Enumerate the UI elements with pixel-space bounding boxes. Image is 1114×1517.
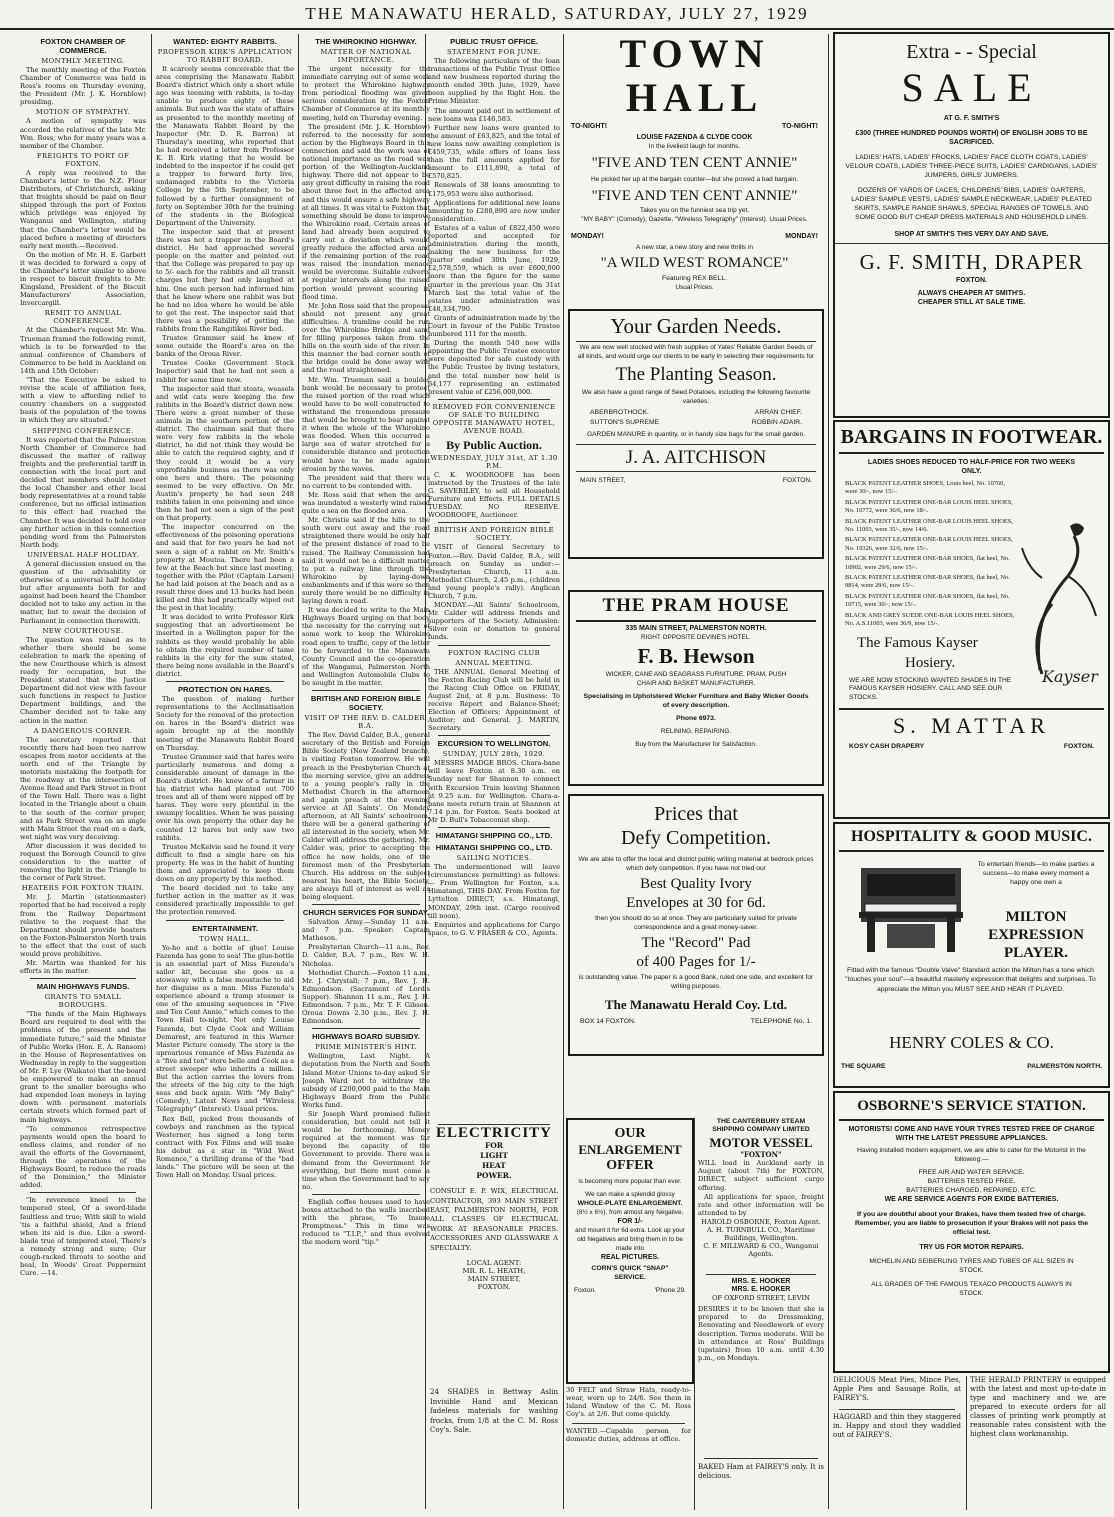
divider (438, 399, 550, 400)
divider (312, 690, 420, 691)
prices-body: then you should do so at once. They are particularly suited for private correspondence and a great money-saver. (595, 915, 797, 931)
paragraph: The question of making further representations to the Acclimatisation Society for the removal of the protection on hares in the Board's district was again brought up at the monthly meeting of the Manawatu Rabbit Board on Thursday. (156, 695, 294, 752)
headline: THE WHIROKINO HIGHWAY. (315, 37, 417, 46)
enlarge-can-make: We can make a splendid glossy (585, 1191, 675, 1198)
electricity-agent-label: LOCAL AGENT: (466, 1258, 522, 1267)
subhead: PROFESSOR KIRK'S APPLICATION TO RABBIT BOARD. (157, 48, 293, 64)
herald-coy: The Manawatu Herald Coy. Ltd. (604, 996, 787, 1012)
paragraph: A motion of sympathy was accorded the relatives of the late Mr. Wm. Ross, who for many years was a member of the Chamber. (20, 117, 146, 150)
music-intro: To entertain friends—to make parties a success—to make every moment a happy one own a (977, 861, 1095, 886)
paragraph: The undermentioned will leave (circumstances permitting) as follows:— From Wellington for Foxton, s.s. Himatangi, THIS DAY. From Foxton for Lyttelton DIRECT, s.s. Himatangi, MONDAY, 29th inst. (Cargo received till noon). (428, 863, 560, 920)
subhead: GRANTS TO SMALL BOROUGHS. (44, 993, 122, 1010)
subhead: ANNUAL MEETING. (455, 658, 533, 667)
smith-name: G. F. SMITH, DRAPER (859, 250, 1084, 274)
varieties-row-1 (590, 408, 802, 417)
paragraph: During the month 540 new wills appointing the Public Trustee executor were deposited for safe custody with the Public Trustee by living testators, and the total number now held is 64,177 representing an estimated present value of £256,000,000. (428, 339, 560, 396)
smith-town: FOXTON. (956, 277, 987, 284)
subhead: BRITISH AND FOREIGN BIBLE SOCIETY. (434, 526, 554, 543)
paragraph: MONDAY.—All Saints' Schoolroom, Mr. Calder will address friends and supporters of the Society. Admission: Silver coin or donation to general funds. (428, 601, 560, 642)
enlarge-size: (8½ x 6½), from almost any Negative, (576, 1209, 684, 1216)
paragraph: Wellington, Last Night. A deputation from the North and South Island Motor Unions to-day asked Sir Joseph Ward not to withdraw the subsidy of £200,000 paid to the Main Highways Board from the Public Works fund. (302, 1052, 430, 1109)
sale-offer: £300 (THREE HUNDRED POUNDS WORTH) OF ENGLISH JOBS TO BE SACRIFICED. (855, 130, 1088, 146)
paragraph: Trustee Grammer said he knew of some outside the Board's area on the banks of the Oroua River. (156, 334, 294, 359)
footwear-item: BLACK AND GREY SUEDE ONE-BAR LOUIS HEEL SHOES, No. A.S.11003, were 36/9, now 15/-. (845, 611, 1015, 628)
aitchison-address (580, 476, 812, 485)
planting-season: The Planting Season. (615, 364, 777, 386)
paragraph: Mr. Martin was thanked for his efforts in the matter. (20, 959, 146, 976)
footwear-item: BLACK PATENT LEATHER ONE-BAR LOUIS HEEL SHOES, No. 10772, were 36/6, now 18/-. (845, 498, 1013, 515)
hooker-address: OF OXFORD STREET, LEVIN (712, 1294, 810, 1303)
paragraph: Trustee Grammer said that hares were particularly numerous and doing a considerable amount of damage in the Board's district. He knew of a farmer in his district who had planted out 700 trees and all of them were nipped off by hares. They were very plentiful in the swampy localities. When he was passing over his own property the other day he counted 12 hares but only saw two rabbits. (156, 752, 294, 842)
hooker-name: MRS. E. HOOKER (731, 1286, 791, 1294)
osborne-tyres-stock: MICHELIN AND SEIBERLING TYRES AND TUBES OF ALL SIZES IN STOCK. (869, 1258, 1074, 1274)
aitchison-name: J. A. AITCHISON (576, 444, 816, 472)
shades-notice (430, 1388, 558, 1508)
headline: HIMATANGI SHIPPING CO., LTD. (435, 843, 553, 853)
headline: CHURCH SERVICES FOR SUNDAY. (302, 908, 430, 918)
column-rule (151, 34, 152, 1509)
paragraph: Methodist Church.—Foxton 11 a.m., Mr. J. Chrystall; 7 p.m., Rev. J. H. Edmondson. (Sacrament of Lord's Supper). Shannon 11 a.m., Rev. J. H. Edmondson. 7 p.m., Mr. T. F. Gibson. Oroua Downs 2.30 p.m., Rev. J. H. Edmondson. (302, 968, 430, 1026)
paragraph: The board decided not to take any further action in the matter as it was considered practically impossible to get the protection removed. (156, 884, 294, 917)
fairey-notices (833, 1376, 961, 1510)
sale-list-1: LADIES' HATS, LADIES' FROCKS, LADIES' FACE CLOTH COATS, LADIES' VELOUR COATS, LADIES' THREE-PIECE SUITS, LADIES' CARDIGANS, LADIES' JUMPERS, GIRLS' JUMPERS. (845, 154, 1098, 179)
electricity-light: LIGHT (480, 1151, 508, 1161)
paragraph: MESSRS MADGE BROS. Chara-bane will leave Foxton at 8.30 a.m. on Sunday next for Shannon to connect with Excursion Train leaving Shannon at 9.25 a.m. for Wellington. Chara-a-bane meets return train at Shannon at 7.14 p.m. for Foxton. Seats booked at Mr D. Bull's Tobacconist shop. (428, 759, 560, 824)
kayser-logo: Kayser (1042, 667, 1098, 686)
mattar-drapery: KOSY CASH DRAPERY (849, 743, 925, 751)
variety: ROBBIN ADAIR. (751, 419, 802, 427)
paragraph: Yo-ho and a bottle of glue! Louise Fazenda has gone to sea! The glue-bottle is an essential part of Miss Fazenda's sailor kit, because she goes as a stowaway with a false moustache to aid her disguise as a man. Miss Fazenda's experience aboard a tramp steamer is one of the amusing sequences in "Five and Ten Cent Annie," which comes to the Town Hall to-night. Not only Louise Fazenda, but Clyde Cook and William Demarest, are featured in this Warner Master Picture comedy. The story is the uproarious romance of Miss Fazenda as a "five and ten" store belle and Cook as a street sweeper who inherits a million. But the action carries the lovers from the streets of the big city to the high seas and back again. With "My Baby" (Comedy), Latest News and "Wireless Telegraphy" (Interest). Usual prices. (156, 943, 294, 1114)
support-bill: "MY BABY" (Comedy), Gazette, "Wireless Telegraphy" (Interest). Usual Prices. (581, 216, 808, 223)
masthead: THE MANAWATU HERALD, SATURDAY, JULY 27, 1929 (0, 0, 1114, 30)
divider (30, 1192, 136, 1193)
osborne-service-3: BATTERIES CHARGED, REPAIRED, ETC. (906, 1187, 1037, 1195)
pram-house-ad (568, 590, 824, 786)
ivory-line: Best Quality Ivory (640, 876, 752, 893)
shades-text: 24 SHADES in Bettway Aslin Invisible Hand and Mexican fadeless materials for washing frocks, from 1/8 at the C. M. Ross Coy's. Sale. (430, 1388, 558, 1434)
osborne-ad (833, 1091, 1110, 1373)
paragraph: Applications for additional new loans amounting to £288,890 are now under consideration. (428, 198, 560, 223)
electricity-agent-street: MAIN STREET, (467, 1275, 521, 1284)
headline: ENTERTAINMENT. (192, 923, 258, 933)
headline: FOXTON CHAMBER OF COMMERCE. (40, 37, 126, 55)
pad-line-1: The "Record" Pad (641, 935, 751, 952)
variety: ABERBROTHOCK. (590, 409, 649, 417)
subhead: PRIME MINISTER'S HINT. (315, 1043, 417, 1052)
printery-notice (970, 1376, 1106, 1510)
canterbury-t3: MOTOR VESSEL (709, 1135, 813, 1151)
subhead: SAILING NOTICES. (456, 854, 532, 863)
monday-row (571, 232, 818, 241)
divider (166, 681, 284, 682)
sale-title-1: Extra - - Special (906, 41, 1037, 63)
smith-cheaper: ALWAYS CHEAPER AT SMITH'S. (917, 290, 1026, 297)
headline: WANTED: EIGHTY RABBITS. (173, 37, 277, 46)
headline: PUBLIC TRUST OFFICE. (450, 37, 538, 46)
ham-notice (698, 1458, 824, 1510)
milton-3: PLAYER. (1003, 945, 1069, 961)
pram-title: THE PRAM HOUSE (576, 592, 816, 622)
film-title-1: "FIVE AND TEN CENT ANNIE" (591, 155, 798, 171)
divider (166, 920, 284, 921)
footwear-item: BLACK PATENT LEATHER ONE-BAR SHOES, flat heel, No. 10902, were 29/6, now 15/-. (845, 555, 1010, 571)
enlarge-t2: ENLARGEMENT (578, 1142, 682, 1157)
film-title-3: "A WILD WEST ROMANCE" (600, 255, 789, 271)
herald-telephone: TELEPHONE No. 1. (750, 1017, 812, 1025)
film-desc: He picked her up at the bargain counter—but she proved a bad bargain. (590, 176, 799, 183)
potato-intro: We also have a good range of Seed Potatoes, including the following favourite varieties: (581, 389, 811, 405)
column-rule (828, 34, 829, 1509)
paragraph: "To commence retrospective payments would open the board to endless claims, and render of no avail the efforts of the Government, through the operations of the Highways Board, to reduce the roads of the Dominion," the Minister added. (20, 1124, 146, 1190)
canterbury-ship: "FOXTON" (740, 1150, 782, 1160)
enlargement-ad (566, 1118, 694, 1384)
printery-text: THE HERALD PRINTERY is equipped with the latest and most up-to-date in type and machinery and we are prepared to execute orders for all classes of printing work promptly at reasonable rates consistent with the highest class workmanship. (970, 1376, 1106, 1438)
herald-contact (580, 1017, 812, 1026)
kayser-dancer-illustration (1018, 518, 1100, 688)
subhead: REMOVED FOR CONVENIENCE OF SALE TO BUILDING OPPOSITE MANAWATU HOTEL, AVENUE ROAD. (432, 402, 556, 435)
pram-buy: Buy from the Manufacturer for Satisfaction. (635, 741, 757, 748)
pram-speciality: Specialising in Upholstered Wicker Furniture and Baby Wicker Goods of every description. (583, 693, 809, 709)
enlarge-t3: OFFER (606, 1158, 654, 1173)
footwear-list (845, 480, 1017, 629)
electricity-power: POWER. (476, 1171, 512, 1181)
headline: PROTECTION ON HARES. (177, 685, 273, 695)
paragraph: The monthly meeting of the Foxton Chamber of Commerce was held in Ross's rooms on Thursday evening, the President (Mr. J. K. Hornblow) presiding. (20, 66, 146, 107)
paragraph: Presbyterian Church—11 a.m., Rev. D. Calder, B.A. 7 p.m., Rev. W. H. Nicholas. (302, 943, 430, 968)
footwear-item: BLACK PATENT LEATHER SHOES, Louis heel, No. 10760, were 30/-, now 15/-. (845, 480, 1005, 496)
paragraph: Further new loans were granted to the amount of £63,825, and the total of new loans now awaiting completion is £459,735, while offers of loans less than the full amounts applied for amount to £111,890, a total of £570,825. (428, 123, 560, 181)
variety: ARRAN CHIEF. (754, 409, 802, 417)
envelopes-line: Envelopes at 30 for 6d. (626, 895, 766, 912)
prices-title-2: Defy Competition. (621, 827, 771, 849)
subhead: SUNDAY, JULY 28th, 1929. (442, 750, 546, 759)
pram-phone: Phone 6973. (676, 715, 716, 722)
ham-text: BAKED Ham at FAIREY'S only. It is delicious. (698, 1463, 824, 1480)
canterbury-agent-2: A. H. TURNBULL CO., Maritime Buildings, Wellington. (706, 1226, 816, 1243)
canterbury-t2: SHIPPING COMPANY LIMITED (712, 1126, 810, 1134)
hooker-name: MRS. E. HOOKER (731, 1278, 791, 1285)
hats-notice: 30 FELT and Straw Hats, ready-to-wear, worn up to 24/6. See them in Island Window of the C. M. Ross Coy's. at 2/6. But come quickly. (566, 1386, 691, 1419)
subhead: HEATERS FOR FOXTON TRAIN. (21, 884, 145, 893)
electricity-agent-name: MR. R. L. HEATH, (462, 1267, 526, 1276)
column-rule (694, 1118, 695, 1510)
monday-right: MONDAY! (785, 233, 818, 240)
hooker-body: DESIRES it to be known that she is prepared to do Dressmaking, Renovating and Needlework of every description. Terms moderate. Will be in attendance at Ross' Buildings (upstairs) from 10 a.m. until 4.30 p.m., on Mondays. (698, 1305, 824, 1362)
paragraph: THE ANNUAL General Meeting of the Foxton Racing Club will be held in the Racing Club Office on FRIDAY, August 2nd, at 8 p.m. Business: To receive Report and Balance-Sheet; Election of Officers; Appointment of Auditor; and General. J. MARTIN, Secretary. (428, 667, 560, 733)
music-ad (833, 822, 1110, 1088)
verse: "In reverence kneel to the tempered steel, Of a sword-blade faultless and true; With skill to wield 'tis a faithful shield, And a friend when its aid is due. Like a sword-blade true of tempered steel, There's a remedy strong and sure; Our cough-racked throats to soothe and heal, In Woods' Great Peppermint Cure. —14. (20, 1196, 146, 1278)
divider (312, 1028, 420, 1029)
music-body: Fitted with the famous "Double Valve" Standard action the Milton has a tone which "touches your soul"—a beautiful masterly expression that delights and surprises. To appreciate the Milton you MUST SEE AND HEAR IT PLAYED. (845, 967, 1096, 993)
footwear-item: BLACK PATENT LEATHER ONE-BAR SHOES, flat heel, No. 10715, were 30/-, now 15/-. (845, 592, 1010, 609)
paragraph: It was decided to write Professor Kirk suggesting that an advertisement be inserted in a Wellington paper for the rabbits as they would probably be able to obtain the required number of tame rabbits in the city for the sum stated, there being none available in the Board's district. (156, 613, 294, 678)
paragraph: Enquiries and applications for Cargo space, to G. V. FRASER & CO., Agents. (428, 920, 560, 937)
pad-desc: is outstanding value. The paper is a good Bank, ruled one side, and excellent for writing purposes. (578, 974, 814, 990)
footwear-sub: LADIES SHOES REDUCED TO HALF-PRICE FOR TWO WEEKS ONLY. (867, 459, 1076, 475)
divider (30, 978, 136, 979)
mattar-details (849, 742, 1094, 751)
footwear-ad (833, 420, 1110, 819)
subhead: MONTHLY MEETING. (41, 57, 125, 65)
canterbury-agent-1: HAROLD OSBORNE, Foxton Agent. (701, 1217, 821, 1226)
subhead: TOWN HALL. (199, 934, 251, 943)
subhead: MOTION OF SYMPATHY. (35, 108, 131, 117)
subhead: FREIGHTS TO PORT OF FOXTON. (36, 151, 130, 168)
headline: By Public Auction. (446, 437, 542, 452)
small-notices-left (566, 1386, 691, 1512)
kayser-body: WE ARE NOW STOCKING WANTED SHADES IN THE FAMOUS KAYSER HOSIERY. CALL AND SEE OUR STOCKS. (849, 676, 1012, 701)
column-1 (20, 34, 146, 1509)
music-title: HOSPITALITY & GOOD MUSIC. (839, 824, 1104, 852)
paragraph: Mr. John Ross said that the proposal should not present any great difficulties. A tramline could be run over the Whirokino Bridge and sand for filling purposes taken from the hills on the south side of the river. In this manner the bad corner south of the bridge could be done away with and the road straightened. (302, 301, 430, 375)
paragraph: The amount paid out in settlement of new loans was £146,583. (428, 106, 560, 123)
tonight-right: TO-NIGHT! (781, 123, 818, 130)
hewson-name: F. B. Hewson (637, 644, 755, 668)
pram-address: 335 MAIN STREET, PALMERSTON NORTH. (625, 625, 767, 632)
paragraph: On the motion of Mr. H. E. Garbett it was decided to forward a copy of the Chamber's letter similar to above in respect to biscuit freights to Mr. Kingsland, President of the Biscuit Manufacturers' Association, Invercargill. (20, 250, 146, 308)
paragraph: C. K. WOODROOFE has been instructed by the Trustees of the late G. SAVERILEY, to sell all Household Furniture and Effects. FULL DETAILS TUESDAY. NO RESERVE. WOODROOFE, Auctioneer. (428, 470, 560, 520)
osborne-brakes: If you are doubtful about your Brakes, have them tested free of charge. Remember, you are liable to prosecution if your Brakes will not pass the official test. (854, 1211, 1089, 1237)
haggard-notice: HAGGARD and thin they staggered in. Happy and stout they waddled out of FAIREY'S. (833, 1413, 961, 1439)
canterbury-body: WILL load in Auckland early in August (about 7th) for FOXTON, DIRECT, subject sufficient cargo offering. (698, 1159, 824, 1192)
paragraph: A reply was received to the Chamber's letter to the N.Z. Flour Distributors, of Christchurch, asking that freights should be paid on flour shipped through the port of Foxton which privilege was enjoyed by Wanganui and Wellington, stating that the Chamber's letter would be placed before a meeting of directors early next month.—Received. (20, 168, 146, 250)
column-rule (966, 1376, 967, 1510)
enlarge-popular: is becoming more popular than ever. (578, 1178, 682, 1185)
divider (438, 645, 550, 646)
paragraph: Mr. Christie said if the hills to the south were cut away and the road straightened there would be only half of the present distance of road to be raised. The Railway Commission had said it would not be a difficult matter to put a railway line through the Whirokino by laying-down embankments and if this were so then surely there would be no difficulty in laying down a road. (302, 516, 430, 606)
footwear-item: BLACK PATENT LEATHER ONE-BAR LOUIS HEEL SHOES, No. 10326, were 32/6, now 15/-. (845, 536, 1013, 552)
pram-repair: RELINING, REPAIRING. (660, 728, 732, 735)
paragraph: Mr. J. Martin (stationmaster) reported that he had received a reply from the Railway Department relative to the request that the Department should provide heaters on the Foxton-Palmerston North train to the effect that the cost of such would prove prohibitive. (20, 893, 146, 958)
sale-title-2: SALE (901, 65, 1042, 110)
paragraph: The president said that there was no current to be contended with. (302, 473, 430, 490)
enlarge-t1: OUR (614, 1126, 646, 1141)
osborne-title: OSBORNE'S SERVICE STATION. (839, 1093, 1104, 1121)
electricity-ad (430, 1124, 558, 1379)
column-rule (298, 34, 299, 1509)
subhead: SHIPPING CONFERENCE. (32, 426, 134, 435)
enlarge-price: FOR 1/- (617, 1218, 643, 1225)
canterbury-body-2: All applications for space, freight rate and other information will be attended to by (698, 1192, 824, 1217)
sale-list-2: DOZENS OF YARDS OF LACES, CHILDRENS' BIBS, LADIES' GARTERS, LADIES' SAMPLE VESTS, LADIES' SAMPLE NECKWEAR, LADIES' PLEATED SKIRTS, SAMPLE RANGE SHAWLS, SPECIAL RANGES OF TOWELS, AND SOME GOOD BUT CHEAP DRESS MATERIALS AND HOUSEHOLD LINES. (851, 187, 1092, 221)
manure-note: GARDEN MANURE in quantity, or in handy size bags for the small garden. (587, 431, 805, 439)
headline: EXCURSION TO WELLINGTON. (437, 739, 551, 749)
smith-cheaper-still: CHEAPER STILL AT SALE TIME. (917, 299, 1026, 306)
subhead: UNIVERSAL HALF HOLIDAY. (27, 550, 139, 559)
paragraph: The secretary reported that recently there had been two narrow escapes from motor accidents at the north end of the Triangle by motorists mistaking the footpath for the roadway at the intersection of Avenue Road and Park Street in front of the Town Hall. There was a light located in the Triangle about a chain to the south of the corner proper, and as Park Street was on an angle with Main Street the road on a dark, wet night was very deceiving. (20, 735, 146, 841)
enlarge-mount: and mount it for 6d extra. Look up your old Negatives and bring them in to be made into (575, 1227, 685, 1252)
divider (438, 827, 550, 828)
paragraph: Salvation Army.—Sunday 11 a.m. and 7 p.m. Speaker: Captain Matheson. (302, 918, 430, 943)
mattar-town: FOXTON. (1063, 743, 1094, 751)
paragraph: English coffee houses used to have boxes attached to the walls inscribed with the phrase, "To Insure Promptness." This in time was reduced to "T.I.P.," and thus evolved the modern word "tip." (302, 1197, 430, 1247)
kayser-title-2: Hosiery. (905, 654, 956, 671)
paragraph: The urgent necessity for the immediate carrying out of some work to protect the Whirokino highway from periodical flooding was given serious consideration by the Foxton Chamber of Commerce at its monthly meeting, held on Thursday evening. (302, 65, 430, 122)
coles-town: PALMERSTON NORTH. (1027, 1063, 1102, 1070)
enlarge-contact (574, 1286, 686, 1295)
footwear-item: BLACK PATENT LEATHER ONE-BAR LOUIS HEEL SHOES, No. 11003, were 35/-, now 14/6. (845, 517, 1013, 534)
paragraph: It was decided to write to the Main Highways Board urging on that body the necessity for the carrying out of some work to keep the Whirokino road open to traffic, copy of the letter to be forwarded to the Manawatu County Council and the co-operation of the Wanganui, Palmerston North and Wellington Automobile Clubs to be sought in the matter. (302, 606, 430, 688)
column-3 (302, 34, 430, 1509)
monday-left: MONDAY! (571, 233, 604, 240)
aitchison-street: MAIN STREET, (580, 476, 626, 484)
paragraph: Trustee McKelvie said he found it very difficult to find a single hare on his property. He was in the habit of hunting them and appreciated to keep them down on any property by this method. (156, 842, 294, 884)
osborne-tyres: MOTORISTS! COME AND HAVE YOUR TYRES TESTED FREE OF CHARGE WITH THE LATEST PRESSURE APPLIANCES. (848, 1126, 1095, 1142)
pram-opposite: RIGHT OPPOSITE DEVINE'S HOTEL. (640, 634, 752, 641)
electricity-for: FOR (484, 1141, 504, 1151)
new-star: A new star, a new story and new thrills in (635, 244, 754, 251)
enlarge-real: REAL PICTURES. (600, 1254, 660, 1261)
stars: LOUISE FAZENDA & CLYDE COOK (636, 134, 753, 141)
prices-intro: We are able to offer the local and district public writing material at bedrock prices which defy competition. If you have not tried our (578, 856, 814, 872)
sale-shop: SHOP AT SMITH'S THIS VERY DAY AND SAVE. (835, 230, 1108, 244)
paragraph: Estates of a value of £822,450 were reported and accepted for administration during the month, making the new business for the quarter ended 30th June, 1929, £2,578,559, which is over £600,000 more than the figure for the same quarter in the previous year. On 31st March last the total value of the estates under administration was £48,334,790. (428, 223, 560, 313)
coles-address (841, 1062, 1102, 1071)
garden-ad (568, 309, 824, 559)
variety: SUTTON'S SUPREME (590, 419, 660, 427)
electricity-agent-town: FOXTON. (477, 1283, 511, 1292)
column-4 (428, 34, 560, 1122)
kayser-title-1: The Famous Kayser (857, 634, 978, 651)
headline: BRITISH AND FOREIGN BIBLE SOCIETY. (310, 694, 422, 713)
paragraph: Mr. Ross said that when the area was inundated a westerly wind raised quite a sea on the flooded area. (302, 490, 430, 516)
canterbury-ad (698, 1118, 824, 1268)
film-title-2: "FIVE AND TEN CENT ANNIE" (591, 188, 798, 204)
paragraph: The following particulars of the loan transactions of the Public Trust Office and new business reported during the month ended 30th June, 1929, have been supplied by the Right Hon. the Prime Minister. (428, 57, 560, 106)
paragraph: A general discussion ensued on the question of the advisability or otherwise of a universal half holiday but after arguments both for and against had been heard the Chamber decided not to take any action in the matter, but to await the decision of Parliament in connection therewith. (20, 559, 146, 625)
canterbury-agent-3: C. F. MILLWARD & CO., Wanganui Agents. (703, 1242, 819, 1259)
enlarge-phone: 'Phone 29. (654, 1287, 686, 1294)
electricity-body: CONSULT E. P. WIX, ELECTRICAL CONTRACTOR, 393 MAIN STREET EAST, PALMERSTON NORTH, FOR ALL CLASSES OF ELECTRICAL WORK AT REASONABLE PRICES. ACCESSORIES AND GLASSWARE A SPECIALTY. (430, 1187, 558, 1252)
electricity-heat: HEAT (482, 1161, 506, 1171)
paragraph: After discussion it was decided to request the Borough Council to give consideration to the matter of removing the light in the Triangle to the corner of Park Street. (20, 841, 146, 883)
paragraph: The inspector concurred on the effectiveness of the poisoning operations and said that for two years he had not seen a sign of a rabbit on Mr. Smith's property at Moutoa. There had been a few at the Beach but since last meeting, together with the Pilot (Captain Larsen) he had laid poison at the beach and as a result three does and 13 bucks had been killed and this had practically wiped out the pest in that locality. (156, 523, 294, 613)
subhead: MATTER OF NATIONAL IMPORTANCE. (320, 48, 412, 64)
subhead: WEDNESDAY, JULY 31st, AT 1.30 P.M. (430, 453, 558, 470)
tonight-left: TO-NIGHT! (571, 123, 608, 130)
town-hall-title: TOWN HALL (619, 32, 770, 120)
sale-ad (833, 32, 1110, 418)
mattar-name: S. MATTAR (839, 708, 1104, 740)
tonight-row (571, 122, 818, 131)
pram-trade: WICKER, CANE AND SEAGRASS FURNITURE. PRAM, PUSH CHAIR AND BASKET MANUFACTURER. (605, 671, 787, 687)
osborne-intro: Having installed modern equipment, we are able to cater for the Motorist in the following:— (857, 1147, 1086, 1163)
paragraph: At the Chamber's request Mr. Wm. Trueman framed the following remit, which is to be forwarded to the annual conference of Chambers of Commerce to be held in Auckland on 14th and 15th October: (20, 326, 146, 375)
paragraph: The president (Mr. J. K. Hornblow) referred to the necessity for some action by the Highways Board in this connection and said the work was of national importance as the road was portion of the Wellington-Auckland highway. There did not appear to be any great difficulty in raising the road about three feet in the affected area and this would ensure a safe highway at all times. It was vital to Foxton that something should be done to improve the Whirokino road. Certain areas of land had already been acquired to carry out a deviation which would greatly reduce the affected area and if the remaining portion of the road was raised the inundation menace would be overcome. Suitable culverts at regular intervals along the raised portion would prevent scouring in flood time. (302, 122, 430, 301)
osborne-service-1: FREE AIR AND WATER SERVICE. (918, 1169, 1025, 1177)
paragraph: The inspector said that at present there was not a trapper in the Board's district. He had approached several people on the matter and pointed out that the College was prepared to pay up to 5/- each for the rabbits and all transit charges but they had only laughed at him. One such person had informed him that he knew where one rabbit was but he had no idea where he would be able to get the rest. The inspector said that there was a possibility of getting the rabbits from the Rangitikei River bed. (156, 227, 294, 333)
herald-box: BOX 14 FOXTON. (580, 1017, 636, 1025)
featuring: Featuring REX BELL. (662, 275, 727, 282)
osborne-service-2: BATTERIES TESTED FREE. (927, 1178, 1016, 1186)
coles-name: HENRY COLES & CO. (889, 1033, 1054, 1052)
subhead: A DANGEROUS CORNER. (33, 726, 133, 735)
paragraph: Grants of administration made by the Court in favour of the Public Trustee numbered 111 for the month. (428, 313, 560, 339)
milton-2: EXPRESSION (988, 927, 1084, 943)
divider (438, 522, 550, 523)
varieties-row-2 (590, 418, 802, 427)
wanted-notice: WANTED.—Capable person for domestic duties, address at office. (566, 1427, 691, 1444)
canterbury-t1: THE CANTERBURY STEAM (716, 1118, 806, 1125)
subhead: FOXTON RACING CLUB (448, 648, 540, 657)
enlarge-town: Foxton. (574, 1287, 596, 1294)
footwear-title: BARGAINS IN FOOTWEAR. (839, 422, 1104, 454)
enlarge-whole-plate: WHOLE-PLATE ENLARGEMENT. (577, 1200, 683, 1207)
headline: MAIN HIGHWAYS FUNDS. (36, 982, 130, 992)
electricity-title: ELECTRICITY (435, 1125, 553, 1141)
osborne-repairs: TRY US FOR MOTOR REPAIRS. (919, 1244, 1024, 1252)
hooker-ad (698, 1274, 824, 1378)
prices-ad (568, 794, 824, 1056)
enlarge-corn: CORN'S QUICK "SNAP" SERVICE. (591, 1265, 669, 1281)
garden-intro: We are now well stocked with fresh supplies of Yates' Reliable Garden Seeds of all kinds, and would urge our clients to be early in selecting their requirements for (577, 344, 815, 360)
column-rule (563, 34, 564, 1509)
divider (312, 904, 420, 905)
usual-prices: Usual Prices. (675, 284, 714, 291)
footwear-item: BLACK PATENT LEATHER ONE-BAR SHOES, flat heel, No. 9814, were 29/6, now 15/-. (845, 574, 1010, 590)
milton-1: MILTON (1005, 909, 1067, 925)
paragraph: The question was raised as to whether there should be some celebration to mark the opening of the new Courthouse which is almost ready for occupation, but the President stated that the Justice Department did not view with favour such functions in respect to Justice Department buildings, and the Chamber decided not to take any action in the matter. (20, 635, 146, 725)
divider (438, 735, 550, 736)
headline: HIMATANGI SHIPPING CO., LTD. (435, 831, 553, 841)
subhead: VISIT OF THE REV. D. CALDER, B.A. (304, 714, 428, 731)
subhead: REMIT TO ANNUAL CONFERENCE. (44, 309, 122, 326)
paragraph: The inspector said that stoats, weasels and wild cats were keeping the few rabbits in the Board's district down now. There were a great number of these animals in the southern portion of the district. The chairman said that there were very few rabbits in the whole district, he did not think they would be able to catch the required eighty, and if they could it would be a very unprofitable business as there was only one here and there. The poisoning seemed to be very effective. On Mr. Austin's property he had seen 248 rabbits taken in one poisoning and since then he had not seen a sign of the pest on that property. (156, 384, 294, 523)
paragraph: "That the Executive be asked to revise the scale of affiliation fees, with a view to affording relief to country chambers on a suggested basis of the population of the towns in which they are situated." (20, 376, 146, 425)
paragraph: It scarcely seems conceivable that the area comprising the Manawatu Rabbit Board's district which only a short while ago was teeming with rabbits, is to-day unable to produce eighty of these animals. But such was the state of affairs as presented to the monthly meeting of the Manawatu Rabbit Board by the Inspector (Mr. D. R. Barron) at Thursday's meeting, who reported that he had received a letter from Professor K. B. Kirk stating that he would be indebted to the inspector if he could get a trapper to forward forty live, undamaged rabbits to the Victoria College by the 5th September, to be followed by a further consignment of forty on September 30th for the training of the students in the Biological Department of the University. (156, 65, 294, 227)
coles-square: THE SQUARE (841, 1063, 886, 1070)
paragraph: Renewals of 38 loans amounting to £175,953 were also authorised. (428, 181, 560, 198)
divider (312, 1194, 420, 1195)
subhead: STATEMENT FOR JUNE. (446, 48, 542, 56)
paragraph: Mr. Wm. Trueman said a boulder bank would be necessary to protect the raised portion of the road which would have to be well constructed to withstand the tremendous pressure that would be brought to bear against it when the whole of the Whirokino was flooded. When this occurred a large sea of water stretched for a considerable distance and protection would have to be made against erosion by the waves. (302, 375, 430, 473)
pad-line-2: of 400 Pages for 1/- (636, 954, 756, 971)
pies-notice: DELICIOUS Meat Pies, Mince Pies, Apple Pies and Sausage Rolls, at FAIREY'S. (833, 1376, 961, 1402)
paragraph: Trustee Cooke (Government Stock Inspector) said that he had not seen a rabbit for some time now. (156, 359, 294, 384)
osborne-texaco: ALL GRADES OF THE FAMOUS TEXACO PRODUCTS ALWAYS IN STOCK. (871, 1281, 1072, 1297)
column-2 (156, 34, 294, 1509)
aitchison-town: FOXTON. (782, 476, 812, 484)
headline: HIGHWAYS BOARD SUBSIDY. (312, 1032, 420, 1042)
paragraph: Sir Joseph Ward promised fullest consideration, but could not tell it would be forthcoming. Money required at the moment was far beyond the capacity of the Government to provide. There was a demand from the Government for everything, but there must come a time when the Government had to say no. (302, 1109, 430, 1191)
paragraph: It was reported that the Palmerston North Chamber of Commerce had discussed the matter of railway freights and the preferential tariff in connection with the local port and decided that members should meet the local Chamber and other local body representatives at a round table conference, but no official intimation to this effect had reached the Chamber. It was decided to hold over any further action in this connection pending word from the Palmerston North body. (20, 435, 146, 549)
stars-sub: In the liveliest laugh for months. (648, 143, 741, 150)
prices-title-1: Prices that (654, 803, 738, 825)
paragraph: The Rev. David Calder, B.A., general secretary of the British and Foreign Bible Society (New Zealand branch), is visiting Foxton tomorrow. He will preach in the Presbyterian Church at the morning service, give an address to a young people's rally in the Methodist Church in the afternoon and again preach at the evening service at All Saints'. On Monday afternoon, at All Saints' schoolroom, there will be a general gathering of all interested in the society, when Mr. Calder will address the gathering. Mr. Calder was, prior to accepting the office he now holds, one of the foremost men of the Presbyterian Church. His address on the subject nearest his heart, the Bible Society, are always full of interest as well as being eloquent. (302, 731, 430, 901)
paragraph: "The funds of the Main Highways Board are required to deal with the problems of the present and the immediate future," said the Minister of Public Works (Hon. E. A. Ransom) in the House of Representatives on Wednesday in reply to the suggestion of Mr. F. Lye (Waikato) that the board be empowered to make an annual grant to the smaller boroughs who had expended loan moneys in laying down with permanent materials certain streets which formed part of main highways. (20, 1010, 146, 1124)
film-sub: Takes you on the funniest sea trip yet. (639, 207, 750, 214)
garden-title: Your Garden Needs. (576, 311, 816, 342)
subhead: NEW COURTHOUSE. (42, 626, 124, 635)
paragraph: Rex Bell, picked from thousands of cowboys and ranchmen as the typical Westerner, has signed a long term contract with Fox Films and will make his debut as a star in "Wild West Romance," a thrilling drama of the "bad lands." The picture will be seen at the Town Hall on Monday. Usual prices. (156, 1114, 294, 1180)
piano-icon (857, 864, 965, 956)
sale-at: AT G. F. SMITH'S (943, 115, 1000, 122)
town-hall-ad (565, 32, 824, 304)
osborne-exide: WE ARE SERVICE AGENTS FOR EXIDE BATTERIES. (884, 1196, 1059, 1204)
paragraph: VISIT of General Secretary to Foxton.—Rev. David Calder, B.A., will preach on Sunday as under:— Presbyterian Church, 11 a.m. Methodist Church, 2.45 p.m., (children and young people's rally). Anglican Church, 7 p.m. (428, 543, 560, 600)
